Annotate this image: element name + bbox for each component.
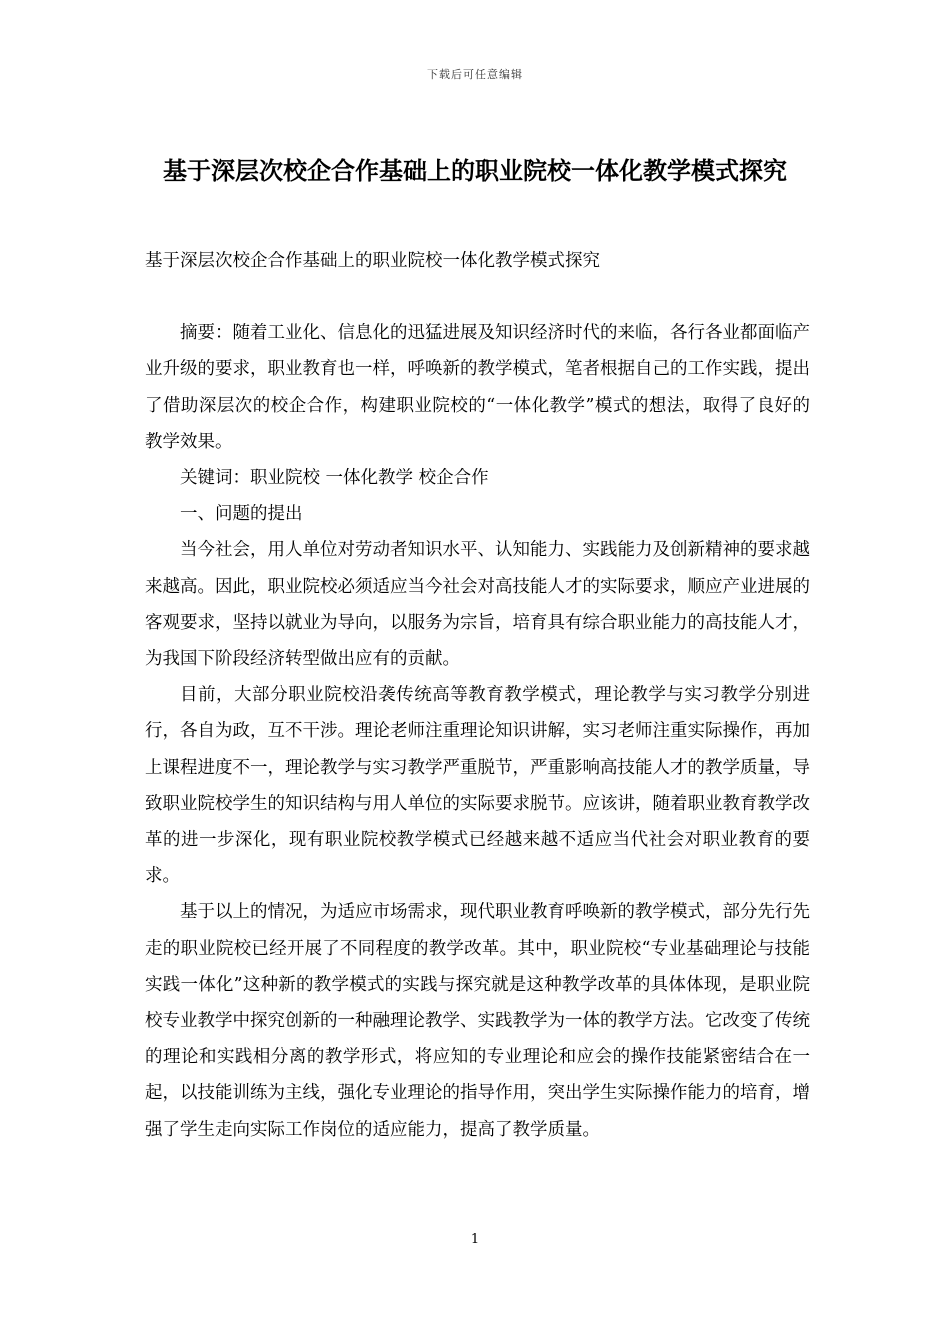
body-paragraph: 目前，大部分职业院校沿袭传统高等教育教学模式，理论教学与实习教学分别进行，各自为政，互不干涉。理论老师注重理论知识讲解，实习老师注重实际操作，再加上课程进度不一，理论教学与实习教学严重脱节，严重影响高技能人才的教学质量，导致职业院校学生的知识结构与用人单位的实际要求脱节。应该讲，随着职业教育教学改革的进一步深化，现有职业院校教学模式已经越来越不适应当代社会对职业教育的要求。 [145, 685, 810, 887]
document-title: 基于深层次校企合作基础上的职业院校一体化教学模式探究 [163, 156, 787, 185]
document-body [145, 243, 810, 1148]
body-paragraph: 当今社会，用人单位对劳动者知识水平、认知能力、实践能力及创新精神的要求越来越高。因此，职业院校必须适应当今社会对高技能人才的实际要求，顺应产业进展的客观要求，坚持以就业为导向，以服务为宗旨，培育具有综合职业能力的高技能人才，为我国下阶段经济转型做出应有的贡献。 [145, 540, 810, 670]
body-paragraph: 基于以上的情况，为适应市场需求，现代职业教育呼唤新的教学模式，部分先行先走的职业院校已经开展了不同程度的教学改革。其中，职业院校“专业基础理论与技能实践一体化”这种新的教学模式的实践与探究就是这种教学改革的具体体现，是职业院校专业教学中探究创新的一种融理论教学、实践教学为一体的教学方法。它改变了传统的理论和实践相分离的教学形式，将应知的专业理论和应会的操作技能紧密结合在一起，以技能训练为主线，强化专业理论的指导作用，突出学生实际操作能力的培育，增强了学生走向实际工作岗位的适应能力，提高了教学质量。 [145, 902, 810, 1140]
blank-line [145, 279, 810, 315]
page-header-note: 下载后可任意编辑 [427, 68, 523, 81]
keywords-line: 关键词：职业院校 一体化教学 校企合作 [180, 468, 489, 489]
page-number: 1 [470, 1232, 480, 1247]
document-subtitle: 基于深层次校企合作基础上的职业院校一体化教学模式探究 [145, 251, 600, 271]
abstract-paragraph: 摘要：随着工业化、信息化的迅猛进展及知识经济时代的来临，各行各业都面临产业升级的要求，职业教育也一样，呼唤新的教学模式，笔者根据自己的工作实践，提出了借助深层次的校企合作，构建职业院校的“一体化教学”模式的想法，取得了良好的教学效果。 [145, 323, 810, 452]
section-heading: 一、问题的提出 [180, 504, 303, 525]
